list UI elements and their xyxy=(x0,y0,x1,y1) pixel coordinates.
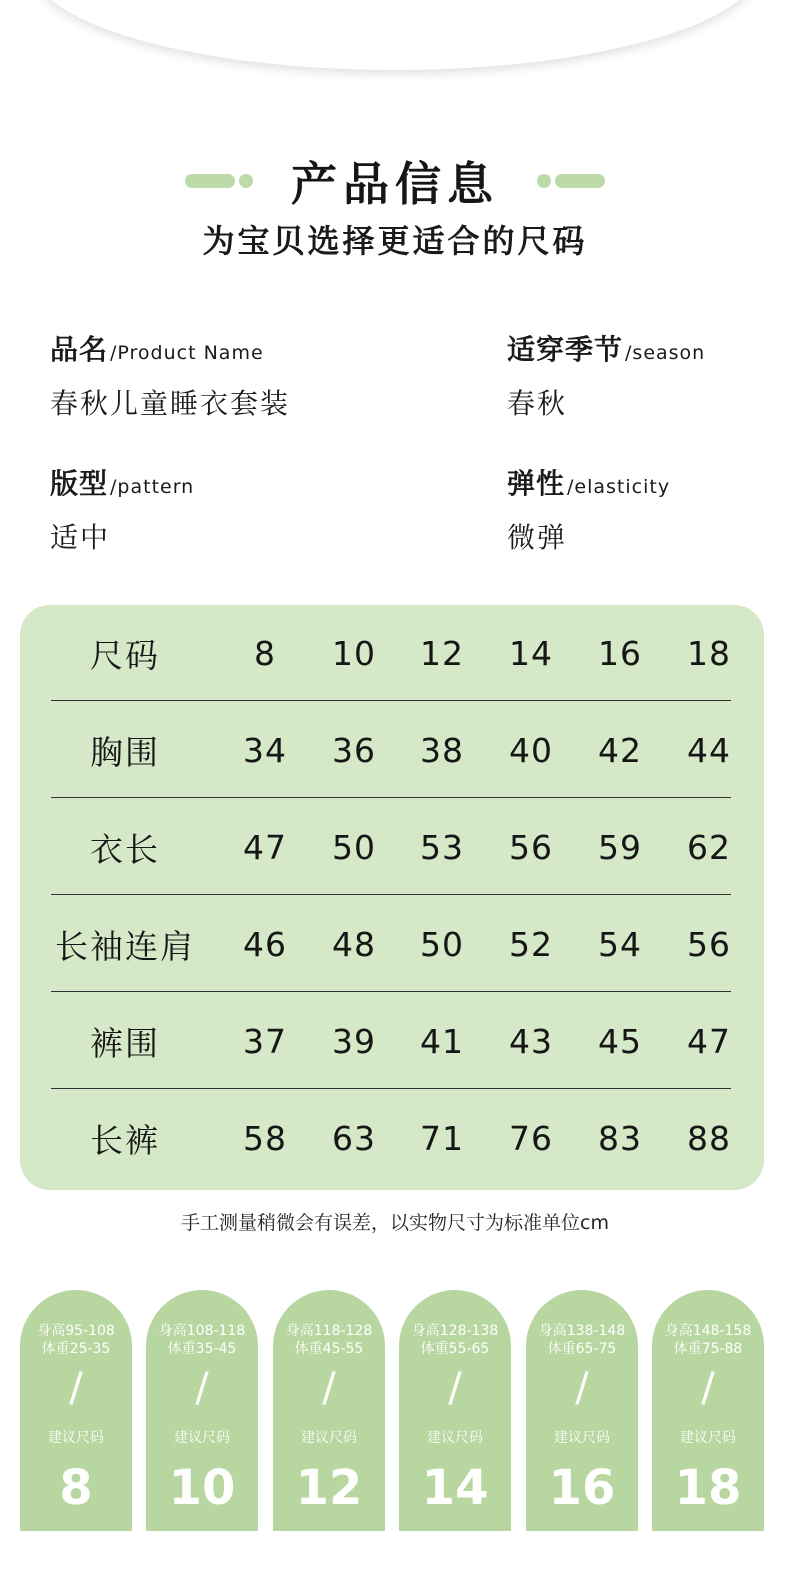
info-season xyxy=(507,328,705,422)
suggest-size: 10 xyxy=(168,1460,236,1516)
deco-dot xyxy=(239,174,253,188)
table-cell: 39 xyxy=(332,1022,376,1061)
table-cell: 45 xyxy=(598,1022,642,1061)
weight-range: 体重75-88 xyxy=(673,1341,743,1357)
height-weight xyxy=(146,1322,258,1358)
table-cell: 88 xyxy=(687,1119,731,1158)
height-range: 身高108-118 xyxy=(158,1323,246,1339)
row-divider xyxy=(51,797,731,798)
table-cell: 8 xyxy=(254,634,276,673)
slash-divider: / xyxy=(701,1365,715,1411)
info-value: 春秋 xyxy=(507,387,568,420)
slash-divider: / xyxy=(448,1365,462,1411)
title-decoration-right xyxy=(537,174,605,188)
height-weight xyxy=(652,1322,764,1358)
info-label-en: /pattern xyxy=(110,476,195,498)
suggest-size: 14 xyxy=(421,1460,489,1516)
size-recommend-card xyxy=(20,1290,132,1531)
slash-divider: / xyxy=(575,1365,589,1411)
deco-bar xyxy=(185,174,235,188)
table-cell: 58 xyxy=(243,1119,287,1158)
suggest-size: 8 xyxy=(59,1460,93,1516)
table-cell: 36 xyxy=(332,731,376,770)
info-label: 品名 xyxy=(50,333,109,366)
row-label: 衣长 xyxy=(90,830,160,869)
table-cell: 50 xyxy=(420,925,464,964)
suggest-label: 建议尺码 xyxy=(48,1430,104,1446)
slash-divider: / xyxy=(195,1365,209,1411)
height-range: 身高95-108 xyxy=(37,1323,115,1339)
row-divider xyxy=(51,894,731,895)
height-range: 身高138-148 xyxy=(538,1323,626,1339)
height-range: 身高118-128 xyxy=(285,1323,373,1339)
size-recommend-card xyxy=(399,1290,511,1531)
page-title: 产品信息 xyxy=(291,157,499,211)
row-label: 尺码 xyxy=(90,636,160,675)
table-cell: 76 xyxy=(509,1119,553,1158)
table-cell: 47 xyxy=(687,1022,731,1061)
info-label-en: /elasticity xyxy=(567,476,671,498)
table-cell: 53 xyxy=(420,828,464,867)
row-label: 长袖连肩 xyxy=(55,927,195,966)
deco-dot xyxy=(537,174,551,188)
height-range: 身高148-158 xyxy=(664,1323,752,1339)
slash-divider: / xyxy=(69,1365,83,1411)
table-cell: 38 xyxy=(420,731,464,770)
row-label: 裤围 xyxy=(90,1024,160,1063)
table-cell: 42 xyxy=(598,731,642,770)
weight-range: 体重25-35 xyxy=(41,1341,111,1357)
table-cell: 41 xyxy=(420,1022,464,1061)
suggest-label: 建议尺码 xyxy=(174,1430,230,1446)
table-cell: 83 xyxy=(598,1119,642,1158)
height-weight xyxy=(20,1322,132,1358)
size-recommend-card xyxy=(273,1290,385,1531)
suggest-size: 16 xyxy=(548,1460,616,1516)
info-product-name xyxy=(50,328,290,422)
size-recommend-card xyxy=(526,1290,638,1531)
height-weight xyxy=(526,1322,638,1358)
info-label-en: /Product Name xyxy=(110,342,264,364)
weight-range: 体重65-75 xyxy=(547,1341,617,1357)
measurement-note: 手工测量稍微会有误差，以实物尺寸为标准单位cm xyxy=(181,1212,609,1234)
table-row xyxy=(51,993,731,1090)
table-row xyxy=(51,896,731,993)
info-label-en: /season xyxy=(625,342,706,364)
table-cell: 71 xyxy=(420,1119,464,1158)
info-value: 微弹 xyxy=(507,521,568,554)
weight-range: 体重35-45 xyxy=(167,1341,237,1357)
row-label: 长裤 xyxy=(90,1121,160,1160)
table-row xyxy=(51,702,731,799)
weight-range: 体重45-55 xyxy=(294,1341,364,1357)
info-pattern xyxy=(50,462,194,556)
table-cell: 12 xyxy=(420,634,464,673)
deco-bar xyxy=(555,174,605,188)
row-label: 胸围 xyxy=(90,733,160,772)
table-cell: 63 xyxy=(332,1119,376,1158)
info-value: 适中 xyxy=(50,521,111,554)
title-decoration-left xyxy=(185,174,253,188)
table-cell: 18 xyxy=(687,634,731,673)
row-divider xyxy=(51,700,731,701)
info-label: 版型 xyxy=(50,467,109,500)
table-cell: 56 xyxy=(687,925,731,964)
page-subtitle: 为宝贝选择更适合的尺码 xyxy=(202,222,588,260)
slash-divider: / xyxy=(322,1365,336,1411)
table-cell: 59 xyxy=(598,828,642,867)
height-weight xyxy=(273,1322,385,1358)
height-weight xyxy=(399,1322,511,1358)
table-cell: 56 xyxy=(509,828,553,867)
suggest-label: 建议尺码 xyxy=(427,1430,483,1446)
table-cell: 16 xyxy=(598,634,642,673)
table-row xyxy=(51,1090,731,1187)
suggest-label: 建议尺码 xyxy=(301,1430,357,1446)
suggest-size: 12 xyxy=(295,1460,363,1516)
suggest-size: 18 xyxy=(674,1460,742,1516)
info-label: 适穿季节 xyxy=(507,333,624,366)
table-cell: 50 xyxy=(332,828,376,867)
size-table xyxy=(20,605,764,1190)
row-divider xyxy=(51,991,731,992)
info-label: 弹性 xyxy=(507,467,566,500)
size-recommend-card xyxy=(146,1290,258,1531)
info-elasticity xyxy=(507,462,670,556)
top-arc-decoration xyxy=(30,0,760,70)
table-cell: 37 xyxy=(243,1022,287,1061)
suggest-label: 建议尺码 xyxy=(680,1430,736,1446)
title-row xyxy=(0,148,790,214)
table-cell: 43 xyxy=(509,1022,553,1061)
table-cell: 62 xyxy=(687,828,731,867)
table-row xyxy=(51,799,731,896)
table-row xyxy=(51,605,731,702)
info-value: 春秋儿童睡衣套装 xyxy=(50,387,291,420)
height-range: 身高128-138 xyxy=(411,1323,499,1339)
suggest-label: 建议尺码 xyxy=(554,1430,610,1446)
row-divider xyxy=(51,1088,731,1089)
table-cell: 34 xyxy=(243,731,287,770)
weight-range: 体重55-65 xyxy=(420,1341,490,1357)
size-recommend-card xyxy=(652,1290,764,1531)
table-cell: 44 xyxy=(687,731,731,770)
table-cell: 54 xyxy=(598,925,642,964)
table-cell: 52 xyxy=(509,925,553,964)
table-cell: 47 xyxy=(243,828,287,867)
table-cell: 10 xyxy=(332,634,376,673)
table-cell: 48 xyxy=(332,925,376,964)
table-cell: 46 xyxy=(243,925,287,964)
table-cell: 40 xyxy=(509,731,553,770)
table-cell: 14 xyxy=(509,634,553,673)
